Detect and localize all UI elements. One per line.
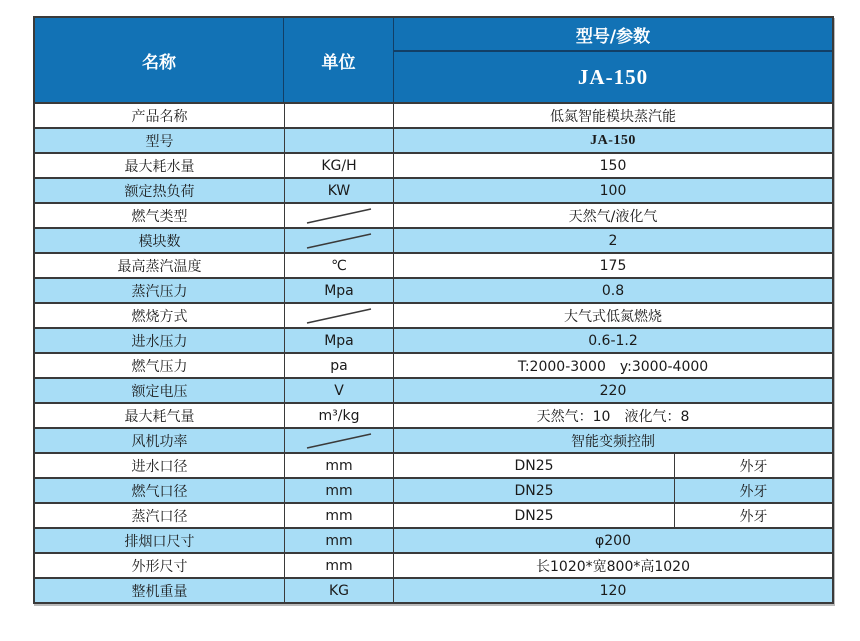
slash-icon bbox=[303, 207, 375, 225]
row-value: 大气式低氮燃烧 bbox=[564, 308, 662, 325]
row-unit: Mpa bbox=[284, 279, 394, 302]
row-value: 智能变频控制 bbox=[571, 433, 655, 450]
table-row bbox=[35, 127, 832, 152]
table-row bbox=[35, 477, 832, 502]
row-value: 0.8 bbox=[601, 282, 625, 299]
row-value: 长1020*宽800*高1020 bbox=[536, 558, 690, 575]
row-value: 120 bbox=[599, 582, 627, 599]
row-name: 蒸汽压力 bbox=[131, 283, 188, 300]
row-note: 外牙 bbox=[674, 479, 832, 502]
row-value: DN25 bbox=[514, 482, 554, 499]
row-name: 外形尺寸 bbox=[131, 558, 188, 575]
table-row bbox=[35, 277, 832, 302]
row-unit bbox=[284, 104, 394, 127]
row-name: 风机功率 bbox=[131, 433, 188, 450]
header-unit-column: 单位 bbox=[284, 18, 394, 102]
table-row bbox=[35, 502, 832, 527]
table-row bbox=[35, 427, 832, 452]
row-name: 蒸汽口径 bbox=[131, 508, 188, 525]
slash-icon bbox=[303, 432, 375, 450]
row-note: 外牙 bbox=[674, 504, 832, 527]
product-spec-table bbox=[33, 16, 834, 604]
row-value: 0.6-1.2 bbox=[588, 332, 638, 349]
row-unit bbox=[284, 204, 394, 227]
row-value: DN25 bbox=[514, 507, 554, 524]
row-name: 排烟口尺寸 bbox=[124, 533, 195, 550]
row-value: 天然气/液化气 bbox=[568, 208, 658, 225]
table-row bbox=[35, 577, 832, 602]
row-name: 进水压力 bbox=[131, 333, 188, 350]
row-name: 进水口径 bbox=[131, 458, 188, 475]
row-unit: mm bbox=[284, 479, 394, 502]
row-unit bbox=[284, 429, 394, 452]
table-row bbox=[35, 327, 832, 352]
row-unit: m³/kg bbox=[284, 404, 394, 427]
row-unit: Mpa bbox=[284, 329, 394, 352]
row-value: 低氮智能模块蒸汽能 bbox=[550, 108, 676, 125]
row-value: 220 bbox=[599, 382, 627, 399]
row-value: T:2000-3000 y:3000-4000 bbox=[517, 358, 709, 375]
table-row bbox=[35, 102, 832, 127]
row-unit: KG/H bbox=[284, 154, 394, 177]
row-name: 模块数 bbox=[138, 233, 181, 250]
row-value: φ200 bbox=[595, 532, 631, 549]
table-row bbox=[35, 452, 832, 477]
row-name: 最高蒸汽温度 bbox=[117, 258, 202, 275]
row-value: JA-150 bbox=[590, 132, 636, 148]
row-name: 最大耗气量 bbox=[124, 408, 195, 425]
table-row bbox=[35, 352, 832, 377]
table-row bbox=[35, 227, 832, 252]
row-value: DN25 bbox=[514, 457, 554, 474]
row-name: 整机重量 bbox=[131, 583, 188, 600]
table-row bbox=[35, 552, 832, 577]
table-header bbox=[35, 18, 832, 102]
row-name: 燃气口径 bbox=[131, 483, 188, 500]
header-params-label: 型号/参数 bbox=[394, 18, 832, 52]
row-value: 100 bbox=[599, 182, 627, 199]
table-row bbox=[35, 377, 832, 402]
row-unit: pa bbox=[284, 354, 394, 377]
row-note: 外牙 bbox=[674, 454, 832, 477]
row-name: 燃烧方式 bbox=[131, 308, 188, 325]
slash-icon bbox=[303, 307, 375, 325]
row-name: 最大耗水量 bbox=[124, 158, 195, 175]
row-value: 150 bbox=[599, 157, 627, 174]
row-unit bbox=[284, 129, 394, 152]
row-value: 2 bbox=[608, 232, 618, 249]
row-unit bbox=[284, 229, 394, 252]
row-unit: KG bbox=[284, 579, 394, 602]
header-model-label: JA-150 bbox=[577, 64, 649, 89]
table-row bbox=[35, 302, 832, 327]
header-name-column: 名称 bbox=[35, 18, 284, 102]
row-unit bbox=[284, 304, 394, 327]
row-unit: mm bbox=[284, 554, 394, 577]
table-row bbox=[35, 402, 832, 427]
row-unit: KW bbox=[284, 179, 394, 202]
row-name: 额定热负荷 bbox=[124, 183, 195, 200]
table-row bbox=[35, 527, 832, 552]
row-name: 燃气类型 bbox=[131, 208, 188, 225]
row-unit: V bbox=[284, 379, 394, 402]
row-unit: mm bbox=[284, 454, 394, 477]
table-row bbox=[35, 152, 832, 177]
table-row bbox=[35, 202, 832, 227]
row-value: 天然气：10 液化气：8 bbox=[536, 408, 690, 425]
slash-icon bbox=[303, 232, 375, 250]
row-name: 额定电压 bbox=[131, 383, 188, 400]
row-name: 燃气压力 bbox=[131, 358, 188, 375]
row-name: 产品名称 bbox=[131, 108, 188, 125]
table-row bbox=[35, 177, 832, 202]
row-unit: ℃ bbox=[284, 254, 394, 277]
row-value: 175 bbox=[599, 257, 627, 274]
table-row bbox=[35, 252, 832, 277]
row-unit: mm bbox=[284, 529, 394, 552]
row-unit: mm bbox=[284, 504, 394, 527]
row-name: 型号 bbox=[145, 133, 174, 150]
header-params-column bbox=[394, 18, 832, 102]
